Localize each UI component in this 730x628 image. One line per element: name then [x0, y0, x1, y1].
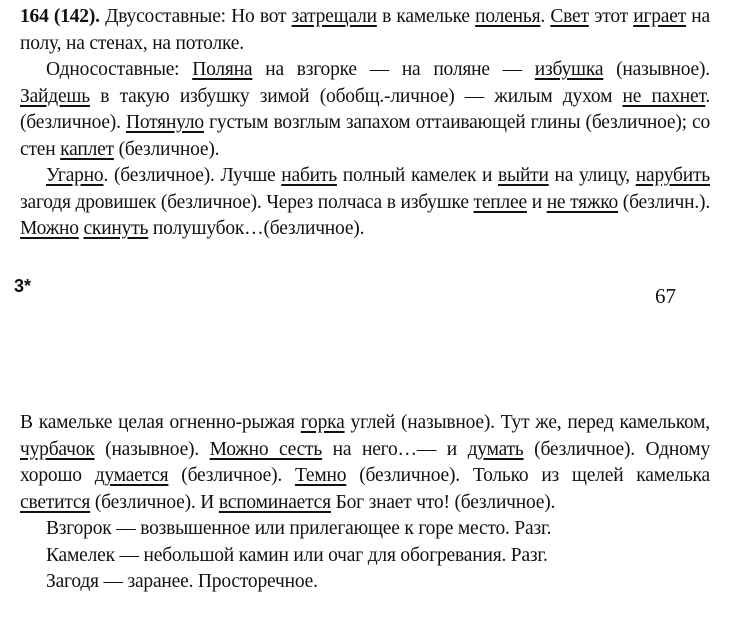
text-run: . (безличное). [20, 85, 710, 133]
exercise-answer-block [20, 4, 710, 243]
underlined-word: теплее [473, 191, 527, 213]
definition-item: Камелек — небольшой камин или очаг для обогревания. Разг. [46, 544, 548, 566]
text-run: . (безличное). Лучше [103, 165, 282, 186]
underlined-word: выйти [498, 165, 549, 186]
text-run: на полу, на стенах, на потолке. [20, 6, 710, 54]
page-number: 67 [655, 284, 676, 308]
underlined-word: Поляна [192, 59, 253, 80]
underlined-word: избушка [534, 59, 604, 80]
definition-item: Загодя — заранее. Просторечное. [46, 571, 318, 592]
definitions-list [20, 516, 710, 596]
text-run: (безличное). Только из щелей камелька [346, 465, 710, 486]
text-run: на него…— и [322, 438, 468, 460]
text-run: (назывное). [94, 438, 210, 460]
underlined-word: поленья [475, 6, 541, 27]
paragraph-1-text [20, 6, 710, 54]
text-run: загодя дровишек (безличное). Через полчаса в избушке [20, 191, 474, 213]
two-part-sentences-paragraph [20, 4, 710, 57]
text-run: (безличное). [113, 138, 220, 160]
text-run: . [540, 6, 551, 27]
underlined-word: скинуть [83, 218, 149, 239]
underlined-word: Можно сесть [209, 438, 323, 460]
text-run: этот [588, 6, 634, 27]
text-run: (назывное). [603, 59, 710, 80]
impersonal-sentences-paragraph [20, 163, 710, 243]
text-run: и [526, 191, 547, 213]
text-run: Бог знает что! (безличное). [330, 491, 556, 513]
underlined-word: Зайдешь [20, 85, 90, 107]
text-run: В камельке целая огненно-рыжая [20, 412, 301, 433]
underlined-word: горка [300, 412, 345, 433]
section-marker: 3* [14, 276, 32, 296]
underlined-word: Угарно [46, 165, 104, 186]
definition-item: Взгорок — возвышенное или прилегающее к горе место. Разг. [46, 518, 552, 539]
underlined-word: затрещали [291, 6, 377, 27]
text-run: полный камелек и [336, 165, 499, 186]
text-run: (безличное). И [90, 491, 219, 513]
continuation-block [20, 410, 710, 596]
text-run: в камельке [376, 6, 476, 27]
text-run: (безличное). [168, 465, 295, 486]
text-run: на улицу, [548, 165, 636, 186]
underlined-word: думается [94, 465, 169, 486]
text-run: густым возглым запахом оттаивающей глины (безличное); со стен [20, 112, 710, 160]
underlined-word: играет [633, 6, 687, 27]
text-run: в такую избушку зимой (обобщ.-личное) — жилым духом [89, 85, 623, 107]
text-run: (безличное). Одному хорошо [20, 438, 710, 486]
underlined-word: набить [281, 165, 337, 186]
underlined-word: нарубить [635, 165, 710, 186]
underlined-word: Потянуло [125, 112, 204, 133]
underlined-word: вспоминается [218, 491, 331, 513]
underlined-word: каплет [60, 138, 114, 160]
underlined-word: не тяжко [546, 191, 619, 213]
underlined-word: Темно [294, 465, 347, 486]
underlined-word: Можно [20, 218, 79, 239]
underlined-word: думать [467, 438, 524, 460]
continuation-paragraph [20, 410, 710, 516]
one-part-sentences-paragraph [20, 57, 710, 163]
underlined-word: Свет [550, 6, 589, 27]
text-run: Двусоставные: Но вот [99, 6, 292, 27]
underlined-word: не пахнет [622, 85, 706, 107]
text-run: полушубок…(безличное). [148, 218, 365, 239]
exercise-number: 164 (142). [20, 6, 100, 27]
underlined-word: чурбачок [20, 438, 95, 460]
text-run: Односоставные: [46, 59, 193, 80]
underlined-word: светится [20, 491, 91, 513]
text-run: (безличн.). [618, 191, 710, 213]
text-run: на взгорке — на поляне — [252, 59, 535, 80]
text-run: углей (назывное). Тут же, перед камельком, [344, 412, 710, 433]
